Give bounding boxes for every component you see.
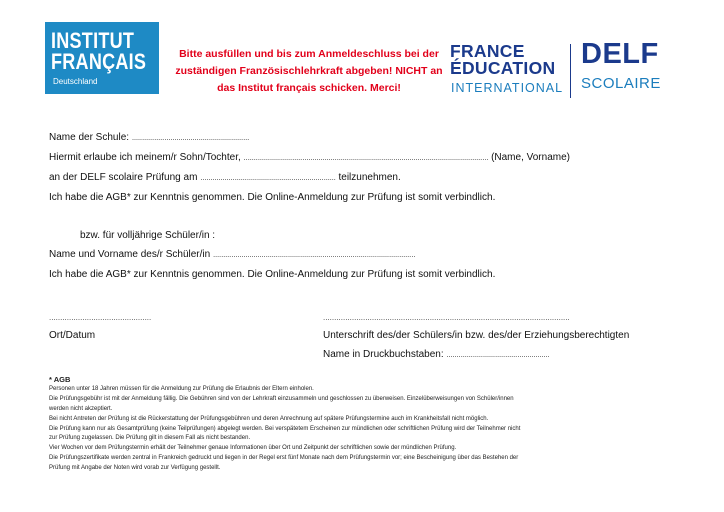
agb-line: Die Prüfungszertifikate werden zentral in Frankreich gedruckt und liegen in der Regel erst fünf Monate nach dem Prüfungstermin vor; eine Bescheinigung über das Bestehen der — [49, 455, 519, 462]
logo-delf-line2: SCOLAIRE — [581, 75, 661, 92]
institut-francais-logo — [45, 22, 159, 94]
notice-line-2: zuständigen Französischlehrkraft abgeben! NICHT an — [175, 65, 443, 77]
exam-suffix: teilzunehmen. — [338, 172, 401, 183]
logo-if-line1: INSTITUT — [51, 28, 135, 53]
adult-name-label: Name und Vorname des/r Schüler/in — [49, 249, 211, 260]
agb-line: werden nicht akzeptiert. — [49, 405, 113, 412]
logo-if-line2: FRANÇAIS — [51, 49, 147, 74]
submission-notice — [168, 46, 450, 97]
permission-field[interactable] — [49, 152, 570, 164]
print-name-dots: ................................................... — [446, 350, 550, 359]
adult-name-dots: .................................................................................................... — [212, 250, 416, 259]
logo-fei-line2: ÉDUCATION — [450, 58, 556, 78]
logo-if-line3: Deutschland — [53, 77, 98, 86]
school-label: Name der Schule: — [49, 132, 130, 143]
logo-fei-line1: FRANCE — [450, 41, 525, 61]
place-date-label: Ort/Datum — [49, 330, 96, 341]
print-name-label: Name in Druckbuchstaben: — [323, 349, 444, 360]
school-dots: .......................................................... — [131, 133, 250, 142]
place-date-dots[interactable]: .............................................. — [49, 313, 152, 322]
adult-heading: bzw. für volljährige Schüler/in : — [80, 230, 216, 241]
logo-divider — [570, 44, 571, 98]
france-education-international-logo — [450, 40, 565, 102]
signature-label: Unterschrift des/der Schülers/in bzw. des/der Erziehungsberechtigten — [323, 330, 630, 341]
agb-line: Die Prüfungsgebühr ist mit der Anmeldung fällig. Die Gebühren sind von der Lehrkraft einzusammeln und geschlossen zu überweisen. Einzelüberweisungen von Schüler/innen — [49, 395, 514, 402]
agb-statement-2: Ich habe die AGB* zur Kenntnis genommen. Die Online-Anmeldung zur Prüfung ist somit verbindlich. — [49, 269, 496, 280]
adult-name-field[interactable] — [49, 249, 415, 261]
agb-line: Personen unter 18 Jahren müssen für die Anmeldung zur Prüfung die Erlaubnis der Eltern einholen. — [49, 385, 314, 392]
agb-notes — [49, 375, 689, 474]
agb-line: zur Prüfung zugelassen. Die Prüfung gilt in diesem Fall als nicht bestanden. — [49, 435, 251, 442]
agb-line: Bei nicht Antreten der Prüfung ist die Rückerstattung der Prüfungsgebühren und deren Anrechnung auf spätere Prüfungstermine auch im Krankheitsfall nicht möglich. — [49, 415, 489, 422]
logo-delf-line1: DELF — [581, 38, 659, 70]
exam-prefix: an der DELF scolaire Prüfung am — [49, 172, 198, 183]
exam-dots: ................................................................... — [200, 173, 336, 182]
print-name-field[interactable] — [323, 349, 550, 361]
agb-line: Prüfung mit Angabe der Noten wird vorab zur Verfügung gestellt. — [49, 465, 221, 472]
logo-fei-line3: INTERNATIONAL — [451, 81, 564, 95]
permission-label: Hiermit erlaube ich meinem/r Sohn/Tochter, — [49, 152, 241, 163]
exam-date-field[interactable] — [49, 172, 401, 184]
permission-suffix: (Name, Vorname) — [491, 152, 570, 163]
notice-line-3: das Institut français schicken. Merci! — [217, 82, 401, 94]
agb-line: Vier Wochen vor dem Prüfungstermin erhält der Teilnehmer genaue Informationen über Ort und Zeitpunkt der schriftlichen sowie der mündlichen Prüfung. — [49, 445, 457, 452]
agb-line: Die Prüfung kann nur als Gesamtprüfung (keine Teilprüfungen) abgelegt werden. Bei verspätetem Erscheinen zur mündlichen oder schriftlichen Prüfung wird der Teilnehmer nicht — [49, 425, 521, 432]
permission-dots: ......................................................................................................................... — [243, 153, 489, 162]
agb-title: * AGB — [49, 375, 71, 384]
notice-line-1: Bitte ausfüllen und bis zum Anmeldeschluss bei der — [179, 48, 439, 60]
school-field[interactable] — [49, 132, 249, 144]
agb-statement-1: Ich habe die AGB* zur Kenntnis genommen. Die Online-Anmeldung zur Prüfung ist somit verbindlich. — [49, 192, 496, 203]
signature-dots[interactable]: ............................................................................................................... — [323, 313, 570, 322]
